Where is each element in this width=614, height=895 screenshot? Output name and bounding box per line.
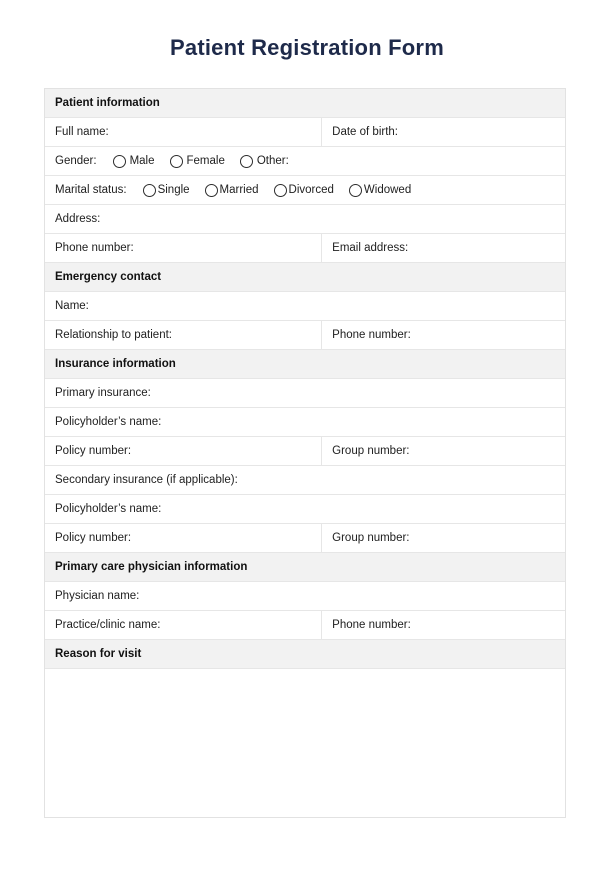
field-primary-group-number[interactable] xyxy=(322,437,565,465)
section-header-label: Primary care physician information xyxy=(55,561,248,573)
marital-option-married xyxy=(205,184,259,197)
field-primary-insurance[interactable] xyxy=(45,379,565,407)
field-label: Name: xyxy=(55,300,89,312)
field-label: Full name: xyxy=(55,126,109,138)
field-label: Group number: xyxy=(332,532,410,544)
reason-for-visit-area[interactable] xyxy=(45,669,565,817)
radio-single[interactable] xyxy=(143,184,156,197)
field-secondary-policyholder-name[interactable] xyxy=(45,495,565,523)
row-primary-insurance xyxy=(45,379,565,408)
field-label: Email address: xyxy=(332,242,409,254)
row-relationship-phone xyxy=(45,321,565,350)
row-marital-status xyxy=(45,176,565,205)
marital-option-single xyxy=(143,184,190,197)
radio-label: Single xyxy=(157,184,190,196)
field-emergency-phone-number[interactable] xyxy=(322,321,565,349)
page-title: Patient Registration Form xyxy=(170,35,444,60)
section-header-physician-information xyxy=(45,553,565,582)
field-relationship-to-patient[interactable] xyxy=(45,321,322,349)
field-label: Phone number: xyxy=(55,242,134,254)
field-emergency-name[interactable] xyxy=(45,292,565,320)
row-gender xyxy=(45,147,565,176)
section-header-insurance-information xyxy=(45,350,565,379)
field-label: Secondary insurance (if applicable): xyxy=(55,474,238,486)
section-header-label: Insurance information xyxy=(55,358,176,370)
field-label: Group number: xyxy=(332,445,410,457)
field-label: Address: xyxy=(55,213,101,225)
field-label: Phone number: xyxy=(332,329,411,341)
row-physician-name xyxy=(45,582,565,611)
field-label: Practice/clinic name: xyxy=(55,619,161,631)
field-secondary-policy-number[interactable] xyxy=(45,524,322,552)
row-phone-email xyxy=(45,234,565,263)
row-address xyxy=(45,205,565,234)
field-label: Primary insurance: xyxy=(55,387,151,399)
field-email-address[interactable] xyxy=(322,234,565,262)
field-label: Policy number: xyxy=(55,532,132,544)
gender-option-male xyxy=(113,155,155,168)
field-label: Policyholder’s name: xyxy=(55,416,162,428)
field-phone-number[interactable] xyxy=(45,234,322,262)
radio-label: Female xyxy=(186,155,225,167)
radio-label: Other: xyxy=(256,155,289,167)
radio-label: Married xyxy=(219,184,259,196)
row-fullname-dob xyxy=(45,118,565,147)
gender-option-female xyxy=(170,155,225,168)
registration-form-table xyxy=(44,88,566,818)
field-label: Phone number: xyxy=(332,619,411,631)
row-primary-policy-group xyxy=(45,437,565,466)
field-label: Physician name: xyxy=(55,590,140,602)
field-primary-policyholder-name[interactable] xyxy=(45,408,565,436)
field-address[interactable] xyxy=(45,205,565,233)
gender-option-other xyxy=(240,155,289,168)
row-primary-policyholder xyxy=(45,408,565,437)
row-secondary-policyholder xyxy=(45,495,565,524)
marital-option-divorced xyxy=(274,184,334,197)
marital-status-field xyxy=(45,176,565,204)
radio-married[interactable] xyxy=(205,184,218,197)
section-header-label: Emergency contact xyxy=(55,271,162,283)
radio-label: Widowed xyxy=(363,184,412,196)
radio-male[interactable] xyxy=(113,155,126,168)
field-date-of-birth[interactable] xyxy=(322,118,565,146)
section-header-patient-information xyxy=(45,89,565,118)
field-label: Relationship to patient: xyxy=(55,329,172,341)
radio-widowed[interactable] xyxy=(349,184,362,197)
section-header-label: Patient information xyxy=(55,97,160,109)
row-emergency-name xyxy=(45,292,565,321)
field-primary-policy-number[interactable] xyxy=(45,437,322,465)
radio-divorced[interactable] xyxy=(274,184,287,197)
marital-status-label: Marital status: xyxy=(55,184,127,196)
radio-label: Divorced xyxy=(288,184,334,196)
section-header-emergency-contact xyxy=(45,263,565,292)
page xyxy=(0,34,614,895)
field-secondary-insurance[interactable] xyxy=(45,466,565,494)
row-secondary-insurance xyxy=(45,466,565,495)
row-secondary-policy-group xyxy=(45,524,565,553)
row-practice-phone xyxy=(45,611,565,640)
field-physician-name[interactable] xyxy=(45,582,565,610)
radio-female[interactable] xyxy=(170,155,183,168)
field-label: Date of birth: xyxy=(332,126,398,138)
field-full-name[interactable] xyxy=(45,118,322,146)
marital-option-widowed xyxy=(349,184,411,197)
field-practice-clinic-name[interactable] xyxy=(45,611,322,639)
field-label: Policyholder’s name: xyxy=(55,503,162,515)
gender-field xyxy=(45,147,565,175)
gender-label: Gender: xyxy=(55,155,97,167)
field-secondary-group-number[interactable] xyxy=(322,524,565,552)
radio-label: Male xyxy=(129,155,155,167)
field-physician-phone-number[interactable] xyxy=(322,611,565,639)
field-label: Policy number: xyxy=(55,445,132,457)
section-header-reason-for-visit xyxy=(45,640,565,669)
section-header-label: Reason for visit xyxy=(55,648,142,660)
radio-other[interactable] xyxy=(240,155,253,168)
